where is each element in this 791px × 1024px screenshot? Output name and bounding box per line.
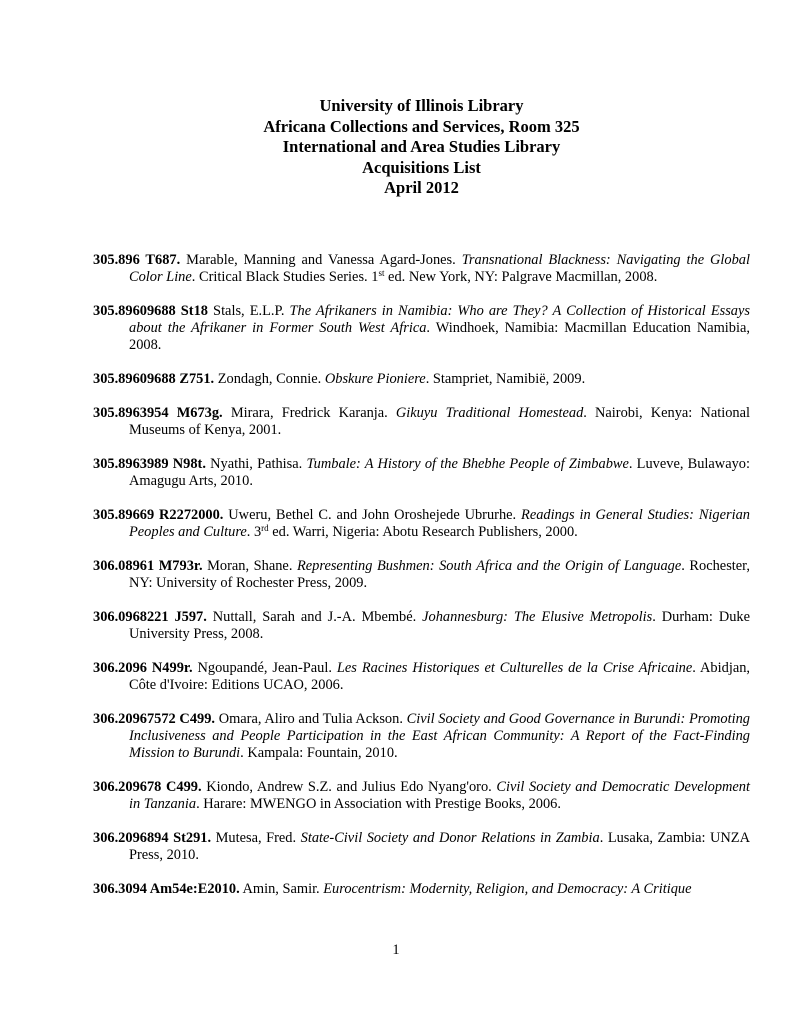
call-number: 306.20967572 C499.: [93, 711, 216, 727]
call-number: 305.89669 R2272000.: [93, 507, 224, 523]
entry-authors: Omara, Aliro and Tulia Ackson.: [215, 711, 407, 727]
entry-title: Eurocentrism: Modernity, Religion, and Democracy: A Critique: [323, 881, 692, 898]
call-number: 306.209678 C499.: [93, 779, 202, 796]
entry-publication: . Stampriet, Namibië, 2009.: [425, 371, 586, 388]
entry-authors: Moran, Shane.: [202, 558, 297, 574]
entry-publication: . Lusaka, Zambia: UNZA Press, 2010.: [129, 830, 750, 864]
entry-title: Civil Society and Good Governance in Burundi: Promoting Inclusiveness and People Participation in the East African Community: A Report of the Fact-Finding Mission to Burundi: [129, 711, 750, 762]
entry-authors: Zondagh, Connie.: [214, 371, 325, 388]
entry-title: State-Civil Society and Donor Relations in Zambia: [300, 830, 600, 847]
entry-title: Readings in General Studies: Nigerian Peoples and Culture: [129, 507, 750, 541]
entry-publication: . Luveve, Bulawayo: Amagugu Arts, 2010.: [129, 456, 750, 490]
list-item: [93, 711, 750, 763]
entry-publication: . Abidjan, Côte d'Ivoire: Editions UCAO, 2006.: [129, 660, 750, 694]
entry-publication-continued: ed. New York, NY: Palgrave Macmillan, 2008.: [384, 269, 658, 286]
entry-publication-continued: ed. Warri, Nigeria: Abotu Research Publishers, 2000.: [268, 524, 578, 541]
call-number: 306.2096 N499r.: [93, 660, 193, 676]
entry-publication: . Harare: MWENGO in Association with Prestige Books, 2006.: [196, 796, 561, 813]
call-number: 306.08961 M793r.: [93, 558, 203, 574]
entry-authors: Mutesa, Fred.: [211, 830, 301, 847]
call-number: 306.2096894 St291.: [93, 830, 212, 847]
entry-publication: . Windhoek, Namibia: Macmillan Education Namibia, 2008.: [129, 320, 750, 354]
entry-title: Obskure Pioniere: [324, 371, 426, 388]
call-number: 305.896 T687.: [93, 252, 181, 268]
collection-name: Africana Collections and Services, Room 325: [263, 116, 580, 136]
list-item: [93, 456, 750, 490]
entry-publication: . Critical Black Studies Series. 1: [191, 269, 379, 286]
entry-title: Civil Society and Democratic Development in Tanzania: [129, 779, 750, 813]
call-number: 305.89609688 St18: [93, 303, 208, 319]
call-number: 306.3094 Am54e:E2010.: [93, 881, 240, 898]
entry-authors: Ngoupandé, Jean-Paul.: [192, 660, 337, 676]
call-number: 305.89609688 Z751.: [93, 371, 215, 388]
library-unit: International and Area Studies Library: [282, 137, 561, 156]
call-number: 306.0968221 J597.: [93, 609, 207, 625]
acquisitions-list: [93, 252, 750, 915]
library-name: University of Illinois Library: [319, 96, 524, 115]
list-item: [93, 252, 750, 286]
entry-publication: . Durham: Duke University Press, 2008.: [129, 609, 750, 643]
edition-ordinal-suffix: rd: [261, 523, 269, 534]
entry-authors: Nuttall, Sarah and J.-A. Mbembé.: [206, 609, 423, 625]
list-item: [93, 609, 750, 643]
entry-title: The Afrikaners in Namibia: Who are They? A Collection of Historical Essays about the Afrikaner in Former South West Africa: [129, 303, 750, 337]
entry-title: Les Racines Historiques et Culturelles de la Crise Africaine: [336, 660, 693, 676]
entry-authors: Nyathi, Pathisa.: [205, 456, 307, 472]
entry-title: Tumbale: A History of the Bhebhe People of Zimbabwe: [306, 456, 629, 472]
list-item: [93, 779, 750, 813]
entry-authors: Mirara, Fredrick Karanja.: [222, 405, 396, 421]
entry-title: Transnational Blackness: Navigating the Global Color Line: [129, 252, 751, 286]
entry-authors: Marable, Manning and Vanessa Agard-Jones.: [180, 252, 462, 268]
entry-authors: Kiondo, Andrew S.Z. and Julius Edo Nyang'oro.: [201, 779, 497, 796]
entry-authors: Amin, Samir.: [239, 881, 324, 898]
entry-publication: . Rochester, NY: University of Rochester Press, 2009.: [129, 558, 750, 592]
entry-publication: . Kampala: Fountain, 2010.: [240, 745, 398, 762]
page-number: 1: [392, 942, 400, 958]
document-header: [0, 96, 791, 199]
entry-title: Johannesburg: The Elusive Metropolis: [422, 609, 653, 625]
entry-publication: . 3: [246, 524, 262, 541]
list-item: [93, 405, 750, 439]
entry-title: Representing Bushmen: South Africa and the Origin of Language: [297, 558, 682, 574]
list-item: [93, 303, 750, 355]
list-item: [93, 881, 750, 898]
call-number: 305.8963989 N98t.: [93, 456, 206, 472]
list-item: [93, 830, 750, 864]
entry-authors: Stals, E.L.P.: [208, 303, 290, 319]
list-item: [93, 371, 750, 388]
list-date: April 2012: [384, 178, 459, 197]
call-number: 305.8963954 M673g.: [93, 405, 223, 421]
list-title: Acquisitions List: [362, 157, 481, 177]
edition-ordinal-suffix: st: [378, 268, 385, 279]
list-item: [93, 507, 750, 541]
list-item: [93, 660, 750, 694]
entry-authors: Uweru, Bethel C. and John Oroshejede Ubrurhe.: [223, 507, 522, 523]
entry-title: Gikuyu Traditional Homestead: [395, 405, 584, 421]
list-item: [93, 558, 750, 592]
entry-publication: . Nairobi, Kenya: National Museums of Kenya, 2001.: [129, 405, 750, 439]
